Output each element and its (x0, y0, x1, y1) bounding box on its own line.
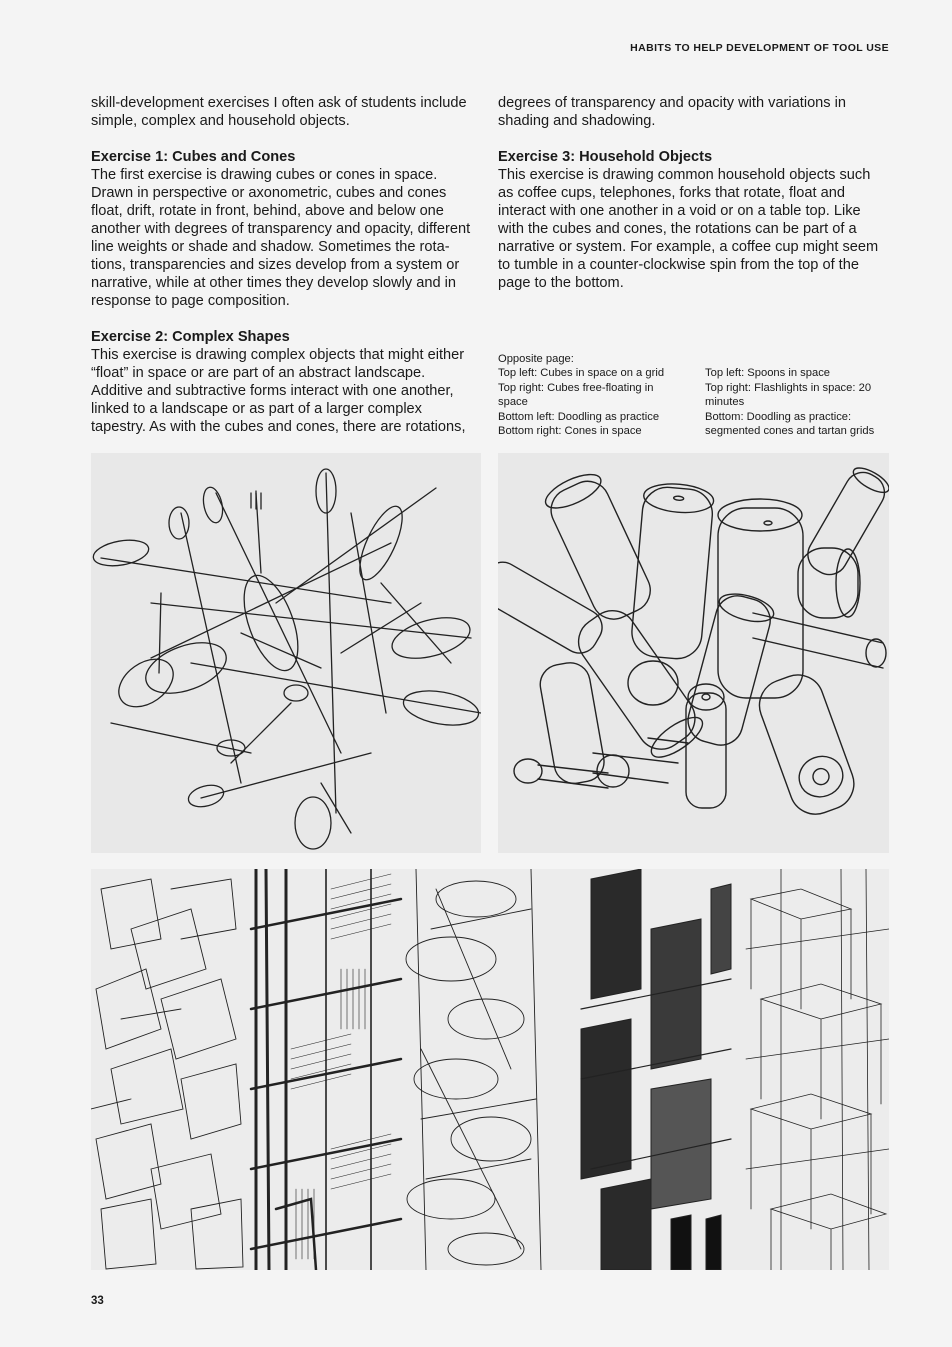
caption-opposite-label: Opposite page: (498, 353, 574, 365)
figure-captions (498, 352, 890, 438)
page-number: 33 (91, 1295, 104, 1307)
opposite-page-captions (498, 352, 683, 438)
caption-top-right: Top right: Flashlights in space: 20 minutes (705, 381, 872, 409)
exercise-1-paragraph: The first exercise is drawing cubes or cones in space. Drawn in perspective or axonometric, cubes and cones float, drift, rotate in front, behind, above and below one another with degrees of transparency and opacity, different line weights or shade and shadow. Sometimes the rota-tions, transparencies and sizes develop from a system or narrative, while at other times they develop slowly and in response to page composition. (91, 167, 471, 309)
caption-bottom: Bottom: Doodling as practice: segmented cones and tartan grids (705, 410, 875, 438)
flashlights-drawing (498, 453, 889, 853)
exercise-2-heading: Exercise 2: Complex Shapes (91, 329, 290, 345)
caption-opposite-bottom-right: Bottom right: Cones in space (498, 425, 642, 438)
caption-opposite-top-left: Top left: Cubes in space on a grid (498, 367, 665, 380)
exercise-3-paragraph: This exercise is drawing common household objects such as coffee cups, telephones, forks that rotate, float and interact with one another in a void or on a table top. Like with the cubes and cones, the rotations can be part of a narrative or system. For example, a coffee cup might seem to tumble in a counter-clockwise spin from the top of the page to the bottom. (498, 167, 879, 291)
exercise-3-heading: Exercise 3: Household Objects (498, 149, 713, 165)
caption-opposite-top-right: Top right: Cubes free-floating in space (498, 381, 654, 409)
caption-opposite-bottom-left: Bottom left: Doodling as practice (498, 410, 660, 423)
exercise-2-paragraph: This exercise is drawing complex objects that might either “float” in space or are part of an abstract landscape. Additive and subtractive forms interact with one another, linked to a landscape or as part of a larger complex tapestry. As with the cubes and cones, there are rotations, (91, 347, 466, 435)
continuation-paragraph: degrees of transparency and opacity with variations in shading and shadowing. (498, 95, 847, 129)
doodles-drawing (91, 869, 889, 1270)
spoons-drawing (91, 453, 481, 853)
this-page-captions (705, 352, 890, 438)
caption-top-left: Top left: Spoons in space (705, 367, 831, 380)
left-column (91, 94, 475, 436)
intro-paragraph: skill-development exercises I often ask of students include simple, complex and household objects. (91, 95, 467, 129)
exercise-1-heading: Exercise 1: Cubes and Cones (91, 149, 296, 165)
running-head: HABITS TO HELP DEVELOPMENT OF TOOL USE (630, 42, 889, 54)
right-column (498, 94, 882, 292)
